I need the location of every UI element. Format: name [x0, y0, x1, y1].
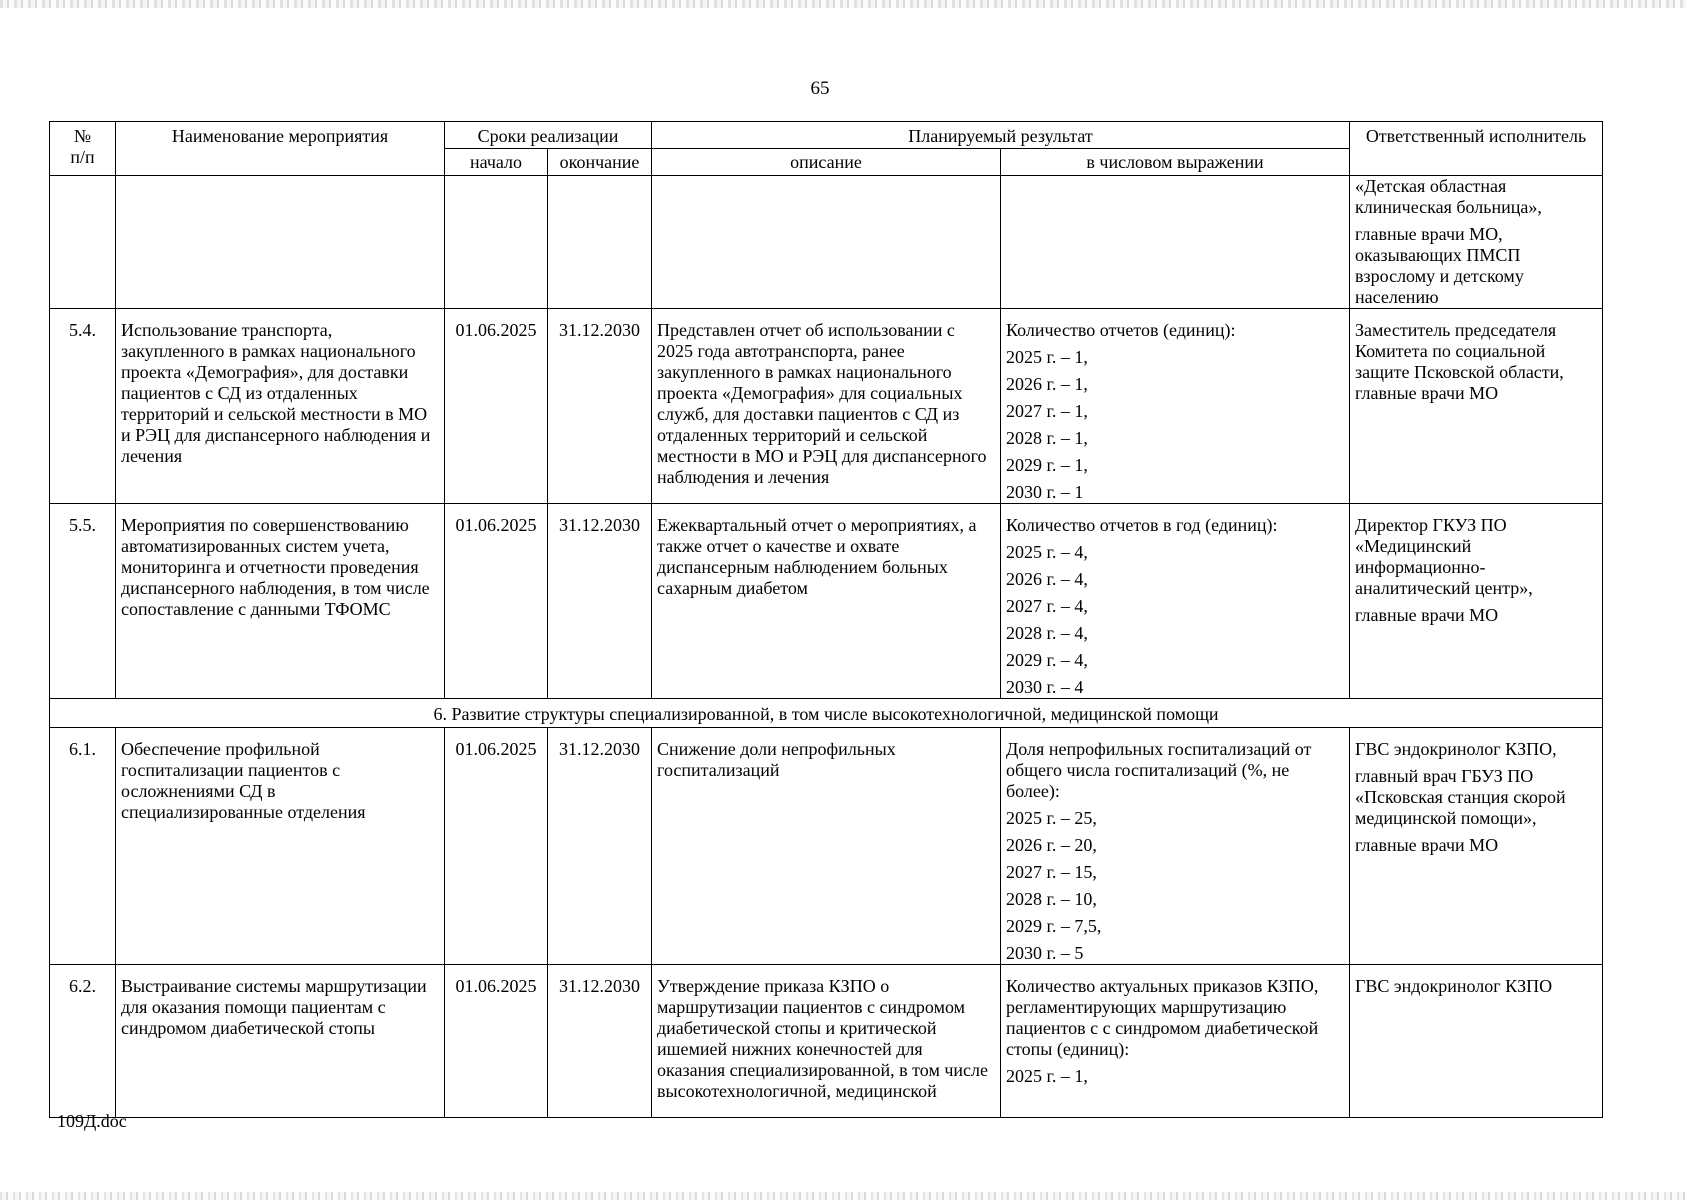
row-num: 6.2. — [50, 965, 116, 1118]
row-num: 5.4. — [50, 309, 116, 504]
header-description: описание — [652, 149, 1001, 176]
header-row-1 — [50, 122, 1603, 149]
row-numeric: Количество актуальных приказов КЗПО, регламентирующих маршрутизацию пациентов с с синдромом диабетической стопы (единиц): 2025 г. – 1, — [1001, 965, 1350, 1118]
row-description: Представлен отчет об использовании с 2025 года автотранспорта, ранее закупленного в рамках национального проекта «Демография» для социальных служб, для доставки пациентов с СД из отдаленных территорий и сельской местности в МО и РЭЦ для диспансерного наблюдения и лечения — [652, 309, 1001, 504]
table-row — [50, 728, 1603, 965]
row-numeric: Количество отчетов в год (единиц): 2025 г. – 4, 2026 г. – 4, 2027 г. – 4, 2028 г. – 4, 2029 г. – 4, 2030 г. – 4 — [1001, 504, 1350, 699]
row-numeric: Доля непрофильных госпитализаций от общего числа госпитализаций (%, не более): 2025 г. – 25, 2026 г. – 20, 2027 г. – 15, 2028 г. – 10, 2029 г. – 7,5, 2030 г. – 5 — [1001, 728, 1350, 965]
row-start: 01.06.2025 — [445, 965, 548, 1118]
scan-edge-top — [0, 0, 1686, 8]
footer-doc-name: 109Д.doc — [57, 1111, 127, 1131]
row-responsible: Директор ГКУЗ ПО «Медицинский информационно-аналитический центр», главные врачи МО — [1350, 504, 1603, 699]
header-result: Планируемый результат — [652, 122, 1350, 149]
row-end: 31.12.2030 — [548, 728, 652, 965]
row-end: 31.12.2030 — [548, 504, 652, 699]
row-start: 01.06.2025 — [445, 728, 548, 965]
row-start: 01.06.2025 — [445, 504, 548, 699]
section-title: 6. Развитие структуры специализированной, в том числе высокотехнологичной, медицинской помощи — [50, 699, 1603, 728]
row-name: Использование транспорта, закупленного в рамках национального проекта «Демография», для доставки пациентов с СД из отдаленных территорий и сельской местности в МО и РЭЦ для диспансерного наблюдения и лечения — [116, 309, 445, 504]
section-row — [50, 699, 1603, 728]
continuation-responsible: «Детская областная клиническая больница», главные врачи МО, оказывающих ПМСП взрослому и детскому населению — [1350, 176, 1603, 309]
row-numeric: Количество отчетов (единиц): 2025 г. – 1, 2026 г. – 1, 2027 г. – 1, 2028 г. – 1, 2029 г. – 1, 2030 г. – 1 — [1001, 309, 1350, 504]
header-numeric: в числовом выражении — [1001, 149, 1350, 176]
scan-edge-bottom — [0, 1192, 1686, 1200]
page-number: 65 — [810, 78, 830, 99]
row-num: 5.5. — [50, 504, 116, 699]
row-end: 31.12.2030 — [548, 309, 652, 504]
row-end: 31.12.2030 — [548, 965, 652, 1118]
plan-table — [49, 121, 1603, 1118]
header-terms: Сроки реализации — [445, 122, 652, 149]
row-num: 6.1. — [50, 728, 116, 965]
header-num: № п/п — [50, 122, 116, 176]
row-name: Выстраивание системы маршрутизации для оказания помощи пациентам с синдромом диабетической стопы — [116, 965, 445, 1118]
table-row — [50, 309, 1603, 504]
table-row — [50, 504, 1603, 699]
table-row-continuation — [50, 176, 1603, 309]
row-description: Ежеквартальный отчет о мероприятиях, а также отчет о качестве и охвате диспансерным наблюдением больных сахарным диабетом — [652, 504, 1001, 699]
header-end: окончание — [548, 149, 652, 176]
header-responsible: Ответственный исполнитель — [1350, 122, 1603, 176]
row-description: Утверждение приказа КЗПО о маршрутизации пациентов с синдромом диабетической стопы и критической ишемией нижних конечностей для оказания специализированной, в том числе высокотехнологичной, медицинской — [652, 965, 1001, 1118]
row-name: Обеспечение профильной госпитализации пациентов с осложнениями СД в специализированные отделения — [116, 728, 445, 965]
table-row — [50, 965, 1603, 1118]
row-responsible: ГВС эндокринолог КЗПО, главный врач ГБУЗ ПО «Псковская станция скорой медицинской помощи», главные врачи МО — [1350, 728, 1603, 965]
row-name: Мероприятия по совершенствованию автоматизированных систем учета, мониторинга и отчетности проведения диспансерного наблюдения, в том числе сопоставление с данными ТФОМС — [116, 504, 445, 699]
header-start: начало — [445, 149, 548, 176]
header-name: Наименование мероприятия — [116, 122, 445, 176]
row-start: 01.06.2025 — [445, 309, 548, 504]
row-description: Снижение доли непрофильных госпитализаций — [652, 728, 1001, 965]
row-responsible: ГВС эндокринолог КЗПО — [1350, 965, 1603, 1118]
row-responsible: Заместитель председателя Комитета по социальной защите Псковской области, главные врачи МО — [1350, 309, 1603, 504]
